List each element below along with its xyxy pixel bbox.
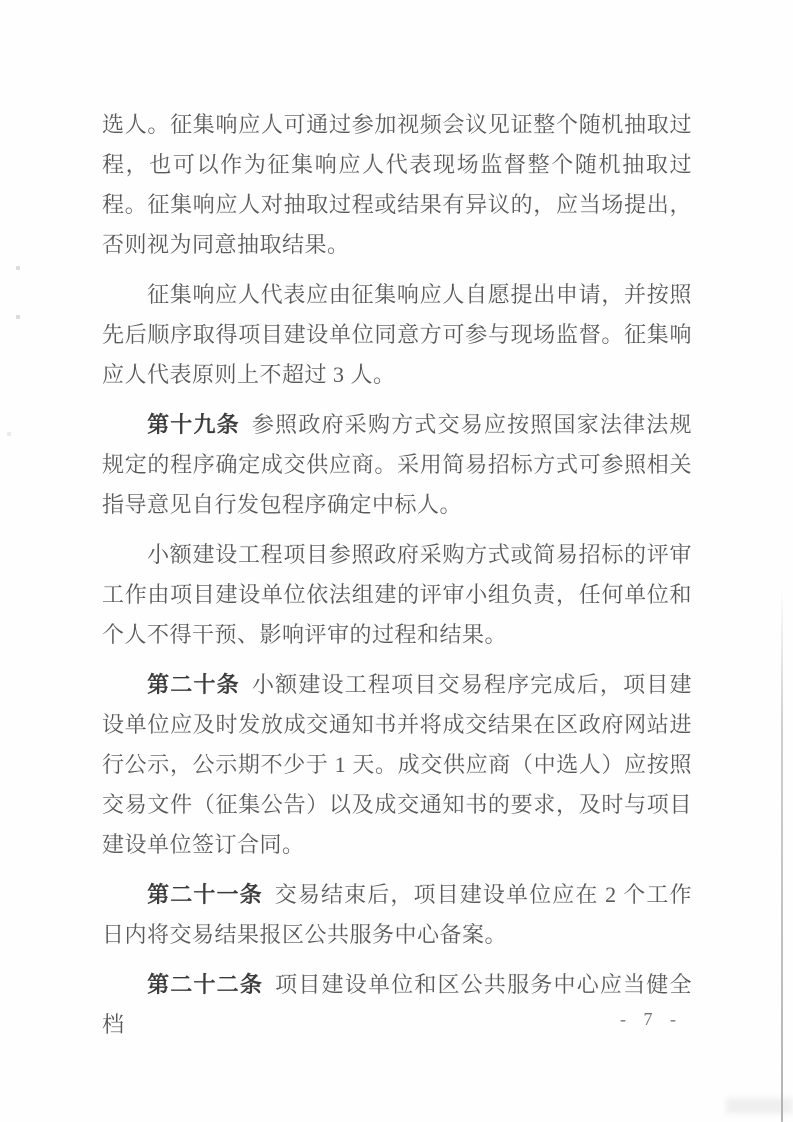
paragraph [102, 275, 692, 395]
article-term: 第二十一条 [147, 882, 263, 907]
paragraph-article-21 [102, 875, 692, 955]
scan-speck [16, 266, 20, 270]
paragraph-text: 小额建设工程项目参照政府采购方式或简易招标的评审工作由项目建设单位依法组建的评审小组负责，任何单位和个人不得干预、影响评审的过程和结果。 [102, 542, 692, 647]
paragraph-text: 征集响应人代表应由征集响应人自愿提出申请，并按照先后顺序取得项目建设单位同意方可参与现场监督。征集响应人代表原则上不超过 3 人。 [102, 282, 692, 387]
article-term: 第二十条 [147, 672, 240, 697]
paragraph [102, 105, 692, 265]
paragraph-text: 项目建设单位和区公共服务中心应当健全档 [102, 972, 692, 1037]
paragraph-article-22 [102, 965, 692, 1045]
scan-speck [16, 315, 20, 319]
scan-speck [7, 432, 11, 436]
article-term: 第十九条 [147, 412, 240, 437]
paragraph-article-19 [102, 405, 692, 525]
paragraph-text: 小额建设工程项目交易程序完成后，项目建设单位应及时发放成交通知书并将成交结果在区政府网站进行公示，公示期不少于 1 天。成交供应商（中选人）应按照交易文件（征集公告）以及成交通知书的要求，及时与项目建设单位签订合同。 [102, 672, 692, 857]
page-number: - 7 - [620, 1009, 680, 1029]
paragraph-text: 选人。征集响应人可通过参加视频会议见证整个随机抽取过程，也可以作为征集响应人代表现场监督整个随机抽取过程。征集响应人对抽取过程或结果有异议的，应当场提出，否则视为同意抽取结果。 [102, 112, 692, 257]
scan-smudge-artifact [726, 1098, 793, 1114]
paragraph-text: 参照政府采购方式交易应按照国家法律法规规定的程序确定成交供应商。采用简易招标方式可参照相关指导意见自行发包程序确定中标人。 [102, 412, 692, 517]
document-body [102, 105, 692, 1055]
scan-edge-artifact [781, 588, 783, 1122]
paragraph [102, 535, 692, 655]
article-term: 第二十二条 [147, 972, 264, 997]
paragraph-text: 交易结束后，项目建设单位应在 2 个工作日内将交易结果报区公共服务中心备案。 [102, 882, 692, 947]
paragraph-article-20 [102, 665, 692, 865]
